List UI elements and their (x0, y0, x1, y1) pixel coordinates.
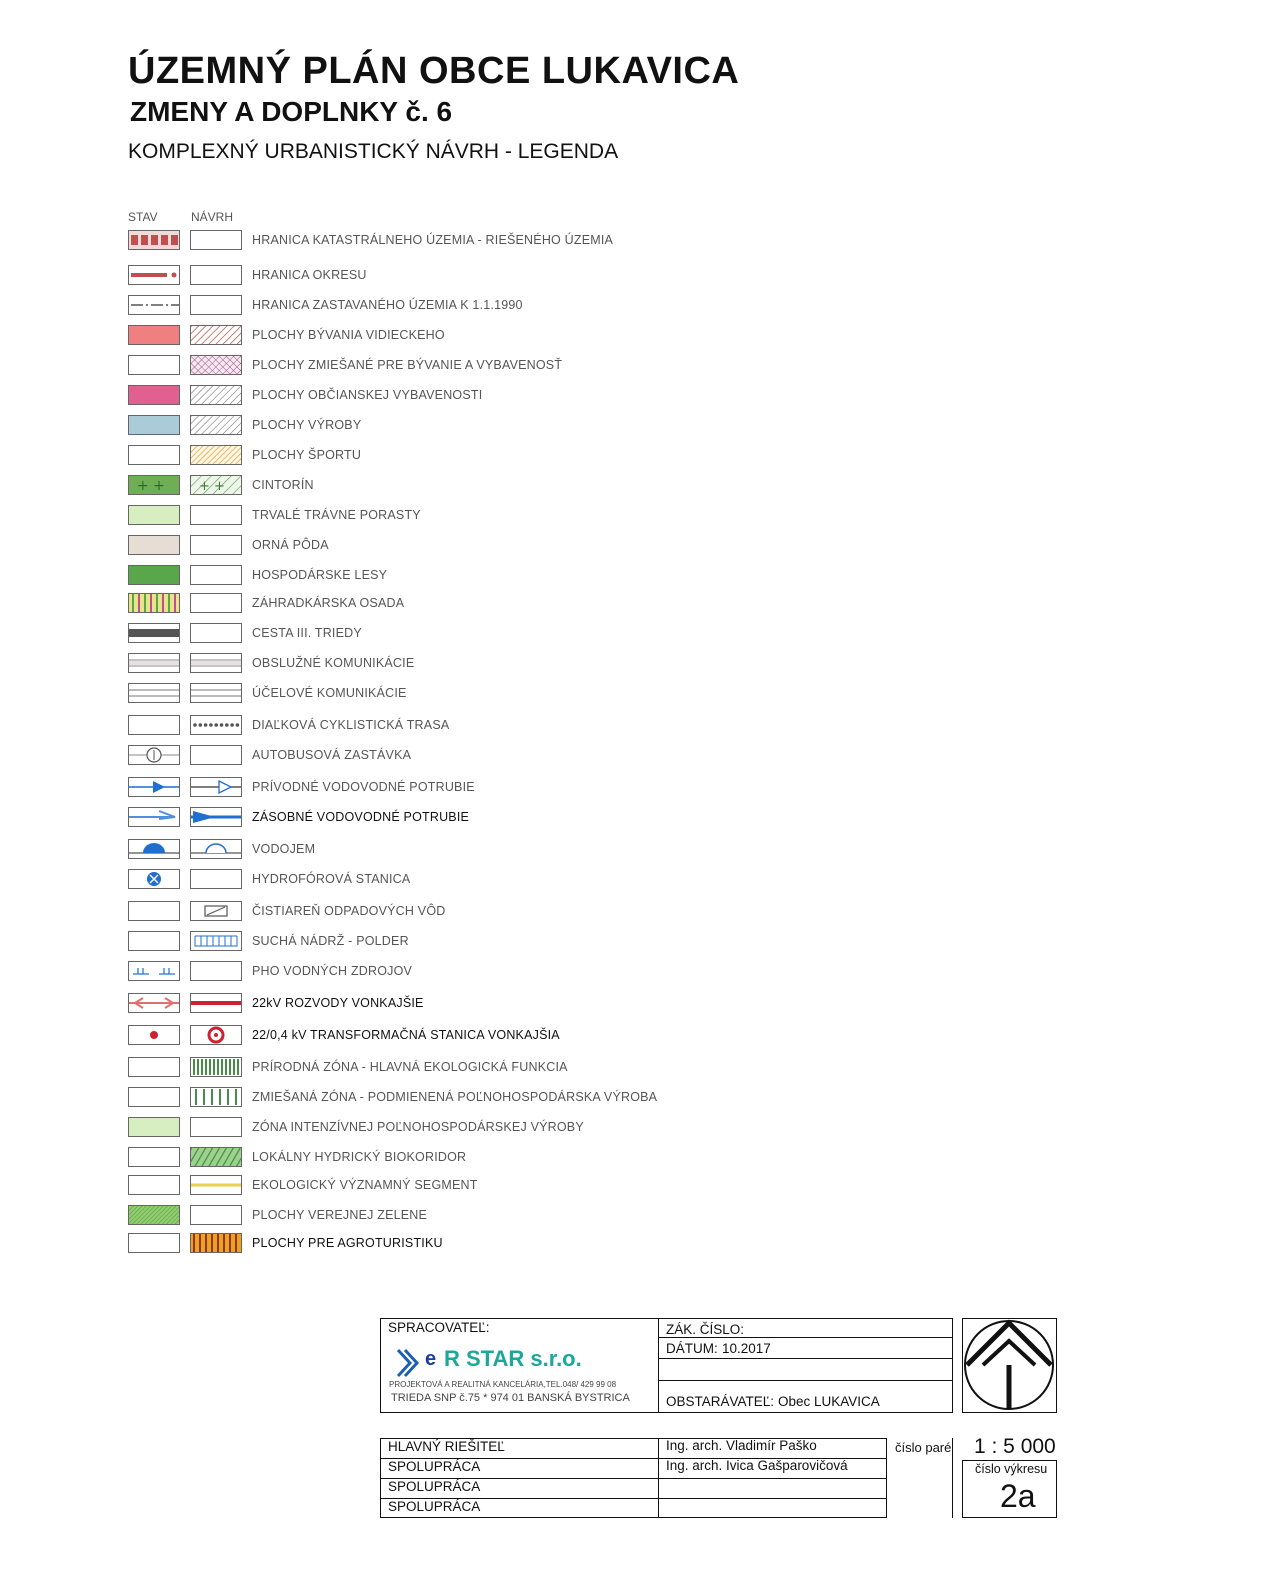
legend-item (128, 415, 728, 437)
empty-icon (190, 505, 242, 525)
legend-item (128, 807, 728, 829)
black-dash-dot-line-icon (128, 295, 180, 315)
legend-item (128, 445, 728, 467)
legend-item (128, 265, 728, 287)
brown-hatch-icon (190, 325, 242, 345)
legend-item-label: PLOCHY VÝROBY (252, 418, 362, 432)
legend-item-label: EKOLOGICKÝ VÝZNAMNÝ SEGMENT (252, 1178, 478, 1192)
red-arrow-line-icon (128, 993, 180, 1013)
legend-item (128, 839, 728, 861)
north-arrow-logo-icon (962, 1318, 1057, 1413)
empty-icon (128, 715, 180, 735)
legend-item-label: DIAĽKOVÁ CYKLISTICKÁ TRASA (252, 718, 450, 732)
company-line1: PROJEKTOVÁ A REALITNÁ KANCELÁRIA,TEL.048/ 429 99 08 (389, 1380, 617, 1389)
empty-icon (190, 1117, 242, 1137)
legend-item-label: AUTOBUSOVÁ ZASTÁVKA (252, 748, 412, 762)
blue-grey-fill-icon (128, 415, 180, 435)
green-fill-icon (128, 565, 180, 585)
legend-item (128, 1147, 728, 1169)
legend-item-label: HRANICA KATASTRÁLNEHO ÚZEMIA - RIEŠENÉHO ÚZEMIA (252, 233, 614, 247)
empty-icon (190, 623, 242, 643)
water-tank-filled-icon (128, 839, 180, 859)
legend-item (128, 745, 728, 767)
garden-stripes-icon (128, 593, 180, 613)
legend-item-label: PRÍVODNÉ VODOVODNÉ POTRUBIE (252, 780, 475, 794)
legend-item-label: CESTA III. TRIEDY (252, 626, 362, 640)
column-header-navrh: NÁVRH (191, 210, 234, 224)
red-line-icon (190, 993, 242, 1013)
cislo-vykresu-value: 2a (1000, 1478, 1036, 1514)
legend-item-label: HRANICA OKRESU (252, 268, 367, 282)
red-dashed-boundary-icon (128, 230, 180, 250)
blue-arrow-outline-icon (190, 777, 242, 797)
document-title: ÚZEMNÝ PLÁN OBCE LUKAVICA (128, 50, 740, 92)
green-dense-stripes-icon (190, 1057, 242, 1077)
legend-item-label: PRÍRODNÁ ZÓNA - HLAVNÁ EKOLOGICKÁ FUNKCIA (252, 1060, 568, 1074)
legend-item-label: HYDROFÓROVÁ STANICA (252, 872, 411, 886)
legend-item (128, 653, 728, 675)
blue-arrow-bold-icon (190, 807, 242, 827)
legend-item-label: PLOCHY VEREJNEJ ZELENE (252, 1208, 428, 1222)
role-label: SPOLUPRÁCA (388, 1479, 481, 1494)
empty-icon (128, 1175, 180, 1195)
legend-item (128, 777, 728, 799)
legend-item-label: ZÓNA INTENZÍVNEJ POĽNOHOSPODÁRSKEJ VÝROBY (252, 1120, 584, 1134)
legend-item-label: 22kV ROZVODY VONKAJŠIE (252, 996, 424, 1010)
legend-item-label: LOKÁLNY HYDRICKÝ BIOKORIDOR (252, 1150, 467, 1164)
double-line-icon (190, 683, 242, 703)
empty-icon (128, 901, 180, 921)
road-lines-icon (128, 653, 180, 673)
company-name: R STAR s.r.o. (444, 1346, 582, 1371)
empty-icon (190, 745, 242, 765)
legend-item (128, 715, 728, 737)
empty-icon (190, 565, 242, 585)
legend-item (128, 593, 728, 615)
document-subtitle: ZMENY A DOPLNKY č. 6 (130, 96, 453, 127)
legend-item (128, 993, 728, 1015)
legend-item-label: HOSPODÁRSKE LESY (252, 568, 388, 582)
legend-item (128, 961, 728, 983)
road-lines-icon (190, 653, 242, 673)
pho-symbol-icon (128, 961, 180, 981)
role-label: HLAVNÝ RIEŠITEĽ (388, 1439, 505, 1454)
legend-item-label: PLOCHY PRE AGROTURISTIKU (252, 1236, 443, 1250)
cislo-pare-label: číslo paré (895, 1440, 952, 1455)
empty-icon (190, 265, 242, 285)
legend-item (128, 1087, 728, 1109)
green-cross-hatch-icon (190, 475, 242, 495)
company-logo-arrow-icon (396, 1348, 422, 1383)
divider (658, 1318, 659, 1413)
empty-icon (128, 931, 180, 951)
dotted-line-icon (190, 715, 242, 735)
divider (658, 1358, 953, 1359)
legend-item (128, 505, 728, 527)
role-person-name: Ing. arch. Vladimír Paško (666, 1438, 817, 1453)
empty-icon (190, 535, 242, 555)
legend-item (128, 1175, 728, 1197)
role-label: SPOLUPRÁCA (388, 1459, 481, 1474)
zak-cislo-label: ZÁK. ČÍSLO: (666, 1322, 745, 1337)
empty-icon (128, 445, 180, 465)
legend-item-label: ZÁSOBNÉ VODOVODNÉ POTRUBIE (252, 810, 470, 824)
cislo-vykresu-label: číslo výkresu (975, 1462, 1048, 1476)
legend-item (128, 295, 728, 317)
legend-item-label: HRANICA ZASTAVANÉHO ÚZEMIA K 1.1.1990 (252, 298, 523, 312)
legend-item (128, 1205, 728, 1227)
empty-icon (190, 1205, 242, 1225)
green-slash-hatch-icon (190, 1147, 242, 1167)
bus-stop-symbol-icon (128, 745, 180, 765)
empty-icon (128, 355, 180, 375)
beige-fill-icon (128, 535, 180, 555)
role-label: SPOLUPRÁCA (388, 1499, 481, 1514)
legend-item-label: ZÁHRADKÁRSKA OSADA (252, 596, 405, 610)
empty-icon (190, 295, 242, 315)
legend-item (128, 385, 728, 407)
red-dot-icon (128, 1025, 180, 1045)
company-e: e (425, 1348, 437, 1370)
svg-text:+ +: + + (137, 478, 165, 494)
grey-hatch-icon (190, 385, 242, 405)
legend-item-label: ČISTIAREŇ ODPADOVÝCH VÔD (252, 904, 446, 918)
legend-item-label: VODOJEM (252, 842, 316, 856)
water-tank-outline-icon (190, 839, 242, 859)
red-dash-dot-line-icon (128, 265, 180, 285)
purple-crosshatch-icon (190, 355, 242, 375)
legend-item (128, 230, 728, 252)
legend-item (128, 931, 728, 953)
wwtp-symbol-icon (190, 901, 242, 921)
legend-item (128, 1025, 728, 1047)
svg-text:+ +: + + (199, 479, 225, 494)
empty-icon (190, 230, 242, 250)
divider (952, 1438, 953, 1518)
spracovatel-label: SPRACOVATEĽ: (388, 1320, 490, 1335)
legend-item-label: TRVALÉ TRÁVNE PORASTY (252, 508, 421, 522)
legend-item-label: CINTORÍN (252, 478, 314, 492)
pink-fill-icon (128, 385, 180, 405)
empty-icon (190, 869, 242, 889)
scale-value: 1 : 5 000 (974, 1435, 1056, 1458)
blue-arrow-line-icon (128, 777, 180, 797)
legend-item-label: PLOCHY ŠPORTU (252, 448, 362, 462)
column-header-stav: STAV (128, 210, 158, 224)
legend-item-label: 22/0,4 kV TRANSFORMAČNÁ STANICA VONKAJŠIA (252, 1028, 560, 1042)
salmon-fill-icon (128, 325, 180, 345)
legend-item (128, 1233, 728, 1255)
legend-item-label: PLOCHY OBČIANSKEJ VYBAVENOSTI (252, 388, 483, 402)
legend-item (128, 475, 728, 497)
empty-icon (190, 961, 242, 981)
section-title: KOMPLEXNÝ URBANISTICKÝ NÁVRH - LEGENDA (128, 140, 619, 163)
legend-item-label: ZMIEŠANÁ ZÓNA - PODMIENENÁ POĽNOHOSPODÁRSKA VÝROBA (252, 1090, 658, 1104)
red-ring-icon (190, 1025, 242, 1045)
light-green-fill-icon (128, 505, 180, 525)
legend-item (128, 565, 728, 587)
legend-item (128, 901, 728, 923)
grey-hatch-icon (190, 415, 242, 435)
yellow-line-icon (190, 1175, 242, 1195)
polder-symbol-icon (190, 931, 242, 951)
double-line-icon (128, 683, 180, 703)
legend-item (128, 683, 728, 705)
empty-icon (128, 1147, 180, 1167)
legend-item (128, 1057, 728, 1079)
divider (658, 1380, 953, 1381)
legend-item (128, 623, 728, 645)
datum-label: DÁTUM: (666, 1341, 718, 1356)
empty-icon (128, 1057, 180, 1077)
blue-arrow-thin-icon (128, 807, 180, 827)
green-cross-fill-icon (128, 475, 180, 495)
legend-item-label: PHO VODNÝCH ZDROJOV (252, 964, 413, 978)
legend-item (128, 869, 728, 891)
orange-hatch-icon (190, 445, 242, 465)
legend-item (128, 535, 728, 557)
empty-icon (190, 593, 242, 613)
company-line2: TRIEDA SNP č.75 * 974 01 BANSKÁ BYSTRICA (391, 1392, 630, 1404)
obstaravatel-label: OBSTARÁVATEĽ: (666, 1394, 775, 1409)
orange-brown-stripes-icon (190, 1233, 242, 1253)
legend-item-label: ÚČELOVÉ KOMUNIKÁCIE (252, 686, 407, 700)
legend-item-label: ORNÁ PÔDA (252, 538, 329, 552)
role-person-name: Ing. arch. Ivica Gašparovičová (666, 1458, 848, 1473)
legend-item-label: PLOCHY ZMIEŠANÉ PRE BÝVANIE A VYBAVENOSŤ (252, 358, 563, 372)
legend-item (128, 325, 728, 347)
datum-value: 10.2017 (722, 1341, 771, 1356)
dark-road-icon (128, 623, 180, 643)
legend-item (128, 355, 728, 377)
light-green-fill-icon (128, 1117, 180, 1137)
green-hatch-fill-icon (128, 1205, 180, 1225)
legend-item (128, 1117, 728, 1139)
empty-icon (128, 1087, 180, 1107)
legend-item-label: PLOCHY BÝVANIA VIDIECKEHO (252, 328, 445, 342)
divider (658, 1337, 953, 1338)
green-sparse-stripes-icon (190, 1087, 242, 1107)
legend-item-label: OBSLUŽNÉ KOMUNIKÁCIE (252, 656, 415, 670)
hydrophore-symbol-icon (128, 869, 180, 889)
legend-item-label: SUCHÁ NÁDRŽ - POLDER (252, 934, 409, 948)
obstaravatel-value: Obec LUKAVICA (778, 1394, 880, 1409)
empty-icon (128, 1233, 180, 1253)
